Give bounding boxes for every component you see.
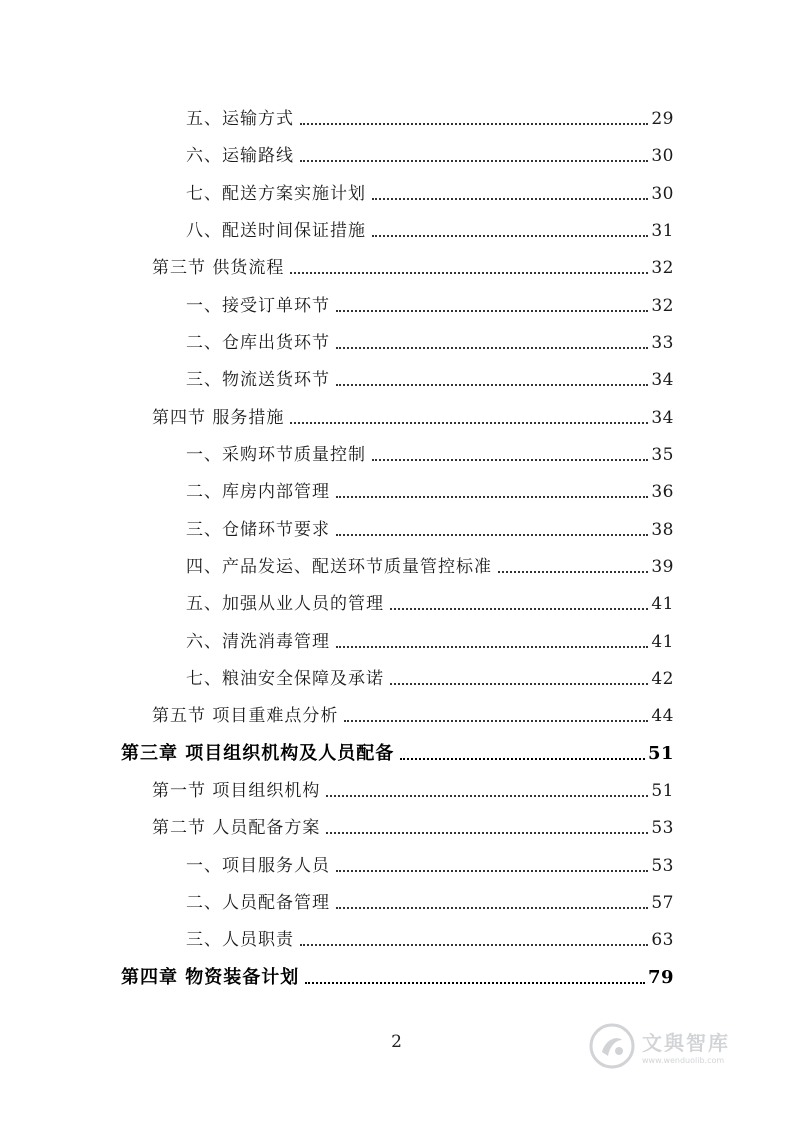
toc-entry-label: 二、库房内部管理 xyxy=(186,482,330,502)
toc-entry[interactable] xyxy=(186,106,674,132)
toc-entry-label: 一、接受订单环节 xyxy=(186,296,330,316)
toc-entry[interactable] xyxy=(186,666,674,692)
toc-entry-label: 六、运输路线 xyxy=(186,146,294,166)
toc-entry[interactable] xyxy=(186,293,674,319)
toc-entry-label: 五、加强从业人员的管理 xyxy=(186,594,384,614)
toc-entry[interactable] xyxy=(186,554,674,580)
dot-leader xyxy=(400,758,645,760)
toc-entry-page: 30 xyxy=(651,146,674,166)
dot-leader xyxy=(300,123,648,125)
toc-entry-page: 29 xyxy=(651,109,674,129)
dot-leader xyxy=(290,422,648,424)
toc-entry-label: 三、物流送货环节 xyxy=(186,370,330,390)
toc-entry[interactable] xyxy=(186,927,674,953)
toc-entry-page: 57 xyxy=(651,893,674,913)
dot-leader xyxy=(390,608,648,610)
toc-entry-label: 一、项目服务人员 xyxy=(186,856,330,876)
toc-entry[interactable] xyxy=(152,703,674,729)
toc-entry-label: 三、仓储环节要求 xyxy=(186,520,330,540)
toc-entry[interactable] xyxy=(186,330,674,356)
toc-entry-label: 第三节 供货流程 xyxy=(152,258,285,278)
toc-entry-page: 33 xyxy=(651,333,674,353)
toc-entry-page: 36 xyxy=(651,482,674,502)
dot-leader xyxy=(372,198,648,200)
toc-entry[interactable] xyxy=(186,591,674,617)
toc-entry[interactable] xyxy=(152,405,674,431)
toc-entry-page: 53 xyxy=(651,818,674,838)
toc-entry-chapter[interactable] xyxy=(121,741,674,767)
toc-entry-page: 63 xyxy=(651,930,674,950)
toc-entry[interactable] xyxy=(186,181,674,207)
toc-entry-page: 79 xyxy=(647,967,674,988)
dot-leader xyxy=(326,832,648,834)
toc-entry-label: 五、运输方式 xyxy=(186,109,294,129)
toc-entry-label: 第二节 人员配备方案 xyxy=(152,818,321,838)
toc-entry-page: 32 xyxy=(651,296,674,316)
toc-entry-page: 35 xyxy=(651,445,674,465)
toc-entry-label: 七、配送方案实施计划 xyxy=(186,184,366,204)
dot-leader xyxy=(300,160,648,162)
toc-entry[interactable] xyxy=(186,517,674,543)
toc-entry-page: 30 xyxy=(651,184,674,204)
toc-entry-label: 四、产品发运、配送环节质量管控标准 xyxy=(186,557,492,577)
dot-leader xyxy=(326,795,648,797)
toc-entry-label: 第四节 服务措施 xyxy=(152,408,285,428)
watermark-logo-icon xyxy=(588,1022,636,1070)
toc-entry[interactable] xyxy=(186,890,674,916)
watermark-url: www.wenduolib.com xyxy=(642,1056,725,1065)
toc-entry[interactable] xyxy=(186,442,674,468)
page-number: 2 xyxy=(391,1032,402,1052)
toc-entry-label: 一、采购环节质量控制 xyxy=(186,445,366,465)
toc-entry-page: 38 xyxy=(651,520,674,540)
dot-leader xyxy=(372,235,648,237)
toc-entry[interactable] xyxy=(186,853,674,879)
toc-entry-page: 51 xyxy=(651,781,674,801)
toc-entry[interactable] xyxy=(186,218,674,244)
dot-leader xyxy=(336,534,648,536)
dot-leader xyxy=(372,459,648,461)
toc-entry[interactable] xyxy=(186,367,674,393)
toc-entry[interactable] xyxy=(186,479,674,505)
toc-entry-page: 51 xyxy=(647,743,674,764)
toc-entry[interactable] xyxy=(186,143,674,169)
toc-entry-chapter[interactable] xyxy=(121,965,674,991)
dot-leader xyxy=(498,571,648,573)
toc-entry-page: 39 xyxy=(651,557,674,577)
toc-entry-label: 二、人员配备管理 xyxy=(186,893,330,913)
toc-entry-page: 42 xyxy=(651,669,674,689)
toc-entry-page: 34 xyxy=(651,370,674,390)
watermark xyxy=(588,1016,758,1076)
dot-leader xyxy=(305,982,645,984)
toc-entry[interactable] xyxy=(152,255,674,281)
dot-leader xyxy=(336,870,648,872)
dot-leader xyxy=(336,384,648,386)
toc-entry-label: 第一节 项目组织机构 xyxy=(152,781,321,801)
toc-entry[interactable] xyxy=(186,629,674,655)
dot-leader xyxy=(390,683,648,685)
toc-entry-page: 34 xyxy=(651,408,674,428)
toc-entry-label: 第四章 物资装备计划 xyxy=(121,967,300,988)
dot-leader xyxy=(336,907,648,909)
dot-leader xyxy=(300,944,648,946)
dot-leader xyxy=(290,272,648,274)
dot-leader xyxy=(336,310,648,312)
toc-entry-page: 53 xyxy=(651,856,674,876)
toc-entry-label: 六、清洗消毒管理 xyxy=(186,632,330,652)
toc-entry-label: 第五节 项目重难点分析 xyxy=(152,706,339,726)
toc-entry-label: 第三章 项目组织机构及人员配备 xyxy=(121,743,395,764)
toc-entry[interactable] xyxy=(152,778,674,804)
watermark-title: 文與智库 xyxy=(642,1031,730,1055)
toc-entry-page: 32 xyxy=(651,258,674,278)
dot-leader xyxy=(336,347,648,349)
toc-entry[interactable] xyxy=(152,815,674,841)
dot-leader xyxy=(336,496,648,498)
dot-leader xyxy=(336,646,648,648)
toc-entry-label: 三、人员职责 xyxy=(186,930,294,950)
toc-entry-page: 41 xyxy=(651,632,674,652)
toc-entry-page: 44 xyxy=(651,706,674,726)
dot-leader xyxy=(344,720,648,722)
toc-entry-label: 二、仓库出货环节 xyxy=(186,333,330,353)
toc-entry-page: 31 xyxy=(651,221,674,241)
toc-entry-label: 七、粮油安全保障及承诺 xyxy=(186,669,384,689)
toc-entry-page: 41 xyxy=(651,594,674,614)
toc-entry-label: 八、配送时间保证措施 xyxy=(186,221,366,241)
